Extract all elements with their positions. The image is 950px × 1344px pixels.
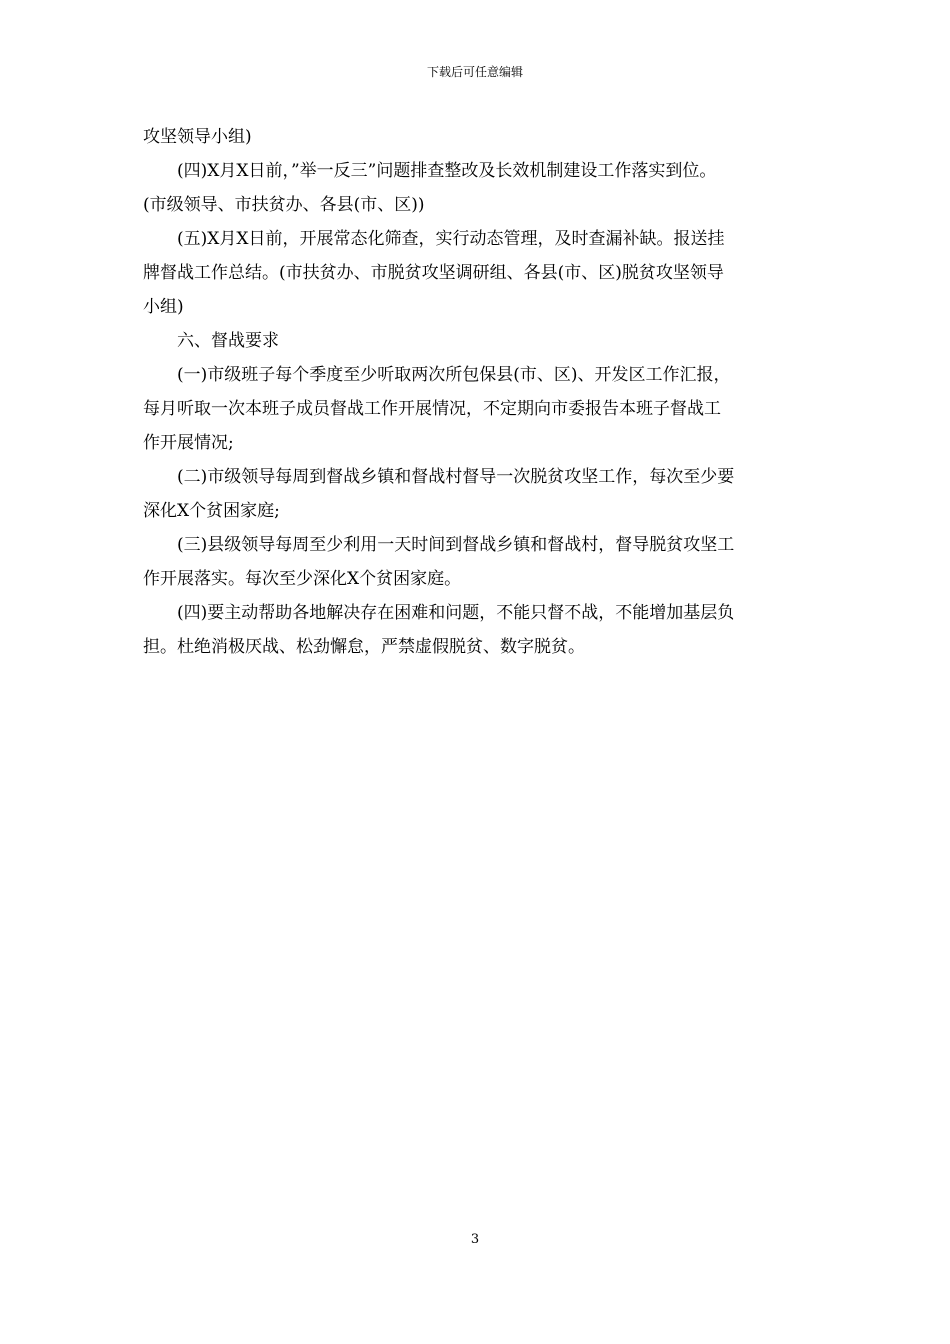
text-line: (一)市级班子每个季度至少听取两次所包保县(市、区)、开发区工作汇报， bbox=[177, 365, 731, 385]
text-line: 深化X个贫困家庭; bbox=[143, 501, 280, 521]
text-line: 每月听取一次本班子成员督战工作开展情况，不定期向市委报告本班子督战工 bbox=[143, 399, 721, 419]
section-heading: 六、督战要求 bbox=[177, 331, 279, 351]
text-line: (四)X月X日前，”举一反三”问题排查整改及长效机制建设工作落实到位。 bbox=[177, 161, 717, 181]
text-line: (四)要主动帮助各地解决存在困难和问题，不能只督不战，不能增加基层负 bbox=[177, 603, 735, 623]
text-line: 攻坚领导小组) bbox=[143, 127, 252, 147]
text-line: 担。杜绝消极厌战、松劲懈怠，严禁虚假脱贫、数字脱贫。 bbox=[143, 637, 585, 657]
text-line: (二)市级领导每周到督战乡镇和督战村督导一次脱贫攻坚工作，每次至少要 bbox=[177, 467, 735, 487]
page-number: 3 bbox=[470, 1232, 480, 1247]
text-line: 作开展落实。每次至少深化X个贫困家庭。 bbox=[143, 569, 462, 589]
text-line: (五)X月X日前，开展常态化筛查，实行动态管理，及时查漏补缺。报送挂 bbox=[177, 229, 725, 249]
text-line: 作开展情况; bbox=[143, 433, 234, 453]
text-line: 小组) bbox=[143, 297, 184, 317]
page-header: 下载后可任意编辑 bbox=[426, 65, 523, 79]
text-line: (市级领导、市扶贫办、各县(市、区)) bbox=[143, 195, 425, 215]
document-body bbox=[143, 120, 813, 664]
text-line: 牌督战工作总结。(市扶贫办、市脱贫攻坚调研组、各县(市、区)脱贫攻坚领导 bbox=[143, 263, 724, 283]
text-line: (三)县级领导每周至少利用一天时间到督战乡镇和督战村，督导脱贫攻坚工 bbox=[177, 535, 735, 555]
